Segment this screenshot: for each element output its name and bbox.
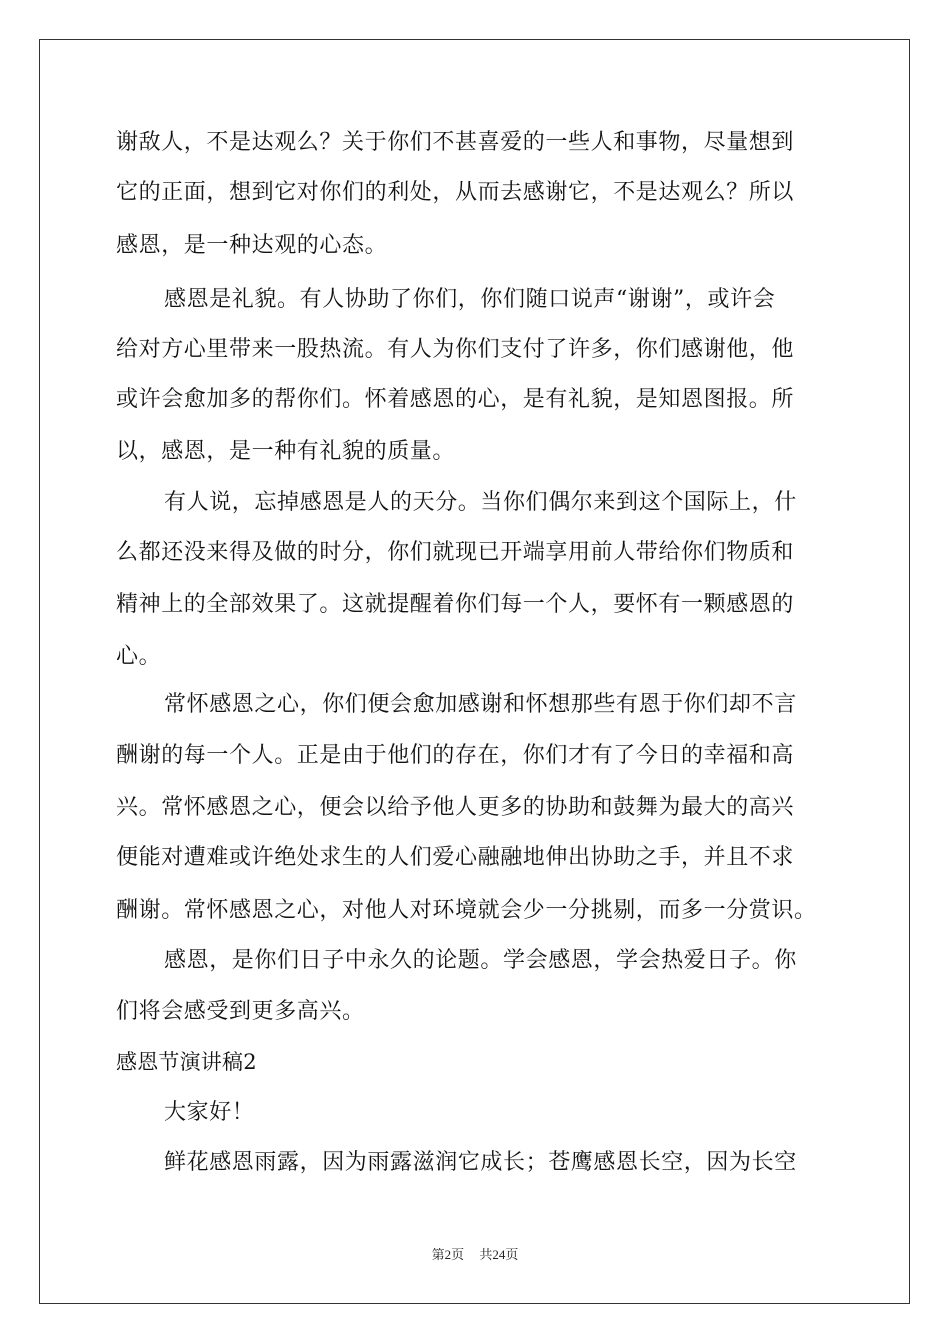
paragraph-start: 有人说，忘掉感恩是人的天分。当你们偶尔来到这个国际上，什: [164, 490, 797, 515]
text-line: 它的正面，想到它对你们的利处，从而去感谢它，不是达观么？所以: [116, 180, 795, 205]
greeting-line: 大家好！: [164, 1100, 255, 1125]
text-line: 们将会感受到更多高兴。: [116, 999, 365, 1024]
paragraph-start: 感恩，是你们日子中永久的论题。学会感恩，学会热爱日子。你: [164, 948, 797, 973]
text-line: 兴。常怀感恩之心，便会以给予他人更多的协助和鼓舞为最大的高兴: [116, 795, 795, 820]
section-heading: 感恩节演讲稿2: [116, 1050, 257, 1074]
text-line: 心。: [116, 644, 162, 669]
text-line: 酬谢。常怀感恩之心，对他人对环境就会少一分挑剔，而多一分赏识。: [116, 898, 817, 923]
text-line: 谢敌人，不是达观么？关于你们不甚喜爱的一些人和事物，尽量想到: [116, 130, 795, 155]
text-line: 么都还没来得及做的时分，你们就现已开端享用前人带给你们物质和: [116, 540, 795, 565]
page-footer: [0, 1244, 950, 1263]
text-line: 感恩，是一种达观的心态。: [116, 233, 388, 258]
text-line: 或许会愈加多的帮你们。怀着感恩的心，是有礼貌，是知恩图报。所: [116, 387, 795, 412]
page-number: 第2页: [431, 1247, 465, 1262]
paragraph-start: 常怀感恩之心，你们便会愈加感谢和怀想那些有恩于你们却不言: [164, 692, 797, 717]
text-line: 酬谢的每一个人。正是由于他们的存在，你们才有了今日的幸福和高: [116, 743, 795, 768]
paragraph-start: 鲜花感恩雨露，因为雨露滋润它成长；苍鹰感恩长空，因为长空: [164, 1150, 797, 1175]
text-line: 以，感恩，是一种有礼貌的质量。: [116, 439, 456, 464]
text-line: 精神上的全部效果了。这就提醒着你们每一个人，要怀有一颗感恩的: [116, 592, 795, 617]
page-total: 共24页: [479, 1247, 519, 1262]
text-line: 给对方心里带来一股热流。有人为你们支付了许多，你们感谢他，他: [116, 337, 795, 362]
paragraph-start: 感恩是礼貌。有人协助了你们，你们随口说声“谢谢”，或许会: [164, 287, 776, 312]
text-line: 便能对遭难或许绝处求生的人们爱心融融地伸出协助之手，并且不求: [116, 845, 795, 870]
